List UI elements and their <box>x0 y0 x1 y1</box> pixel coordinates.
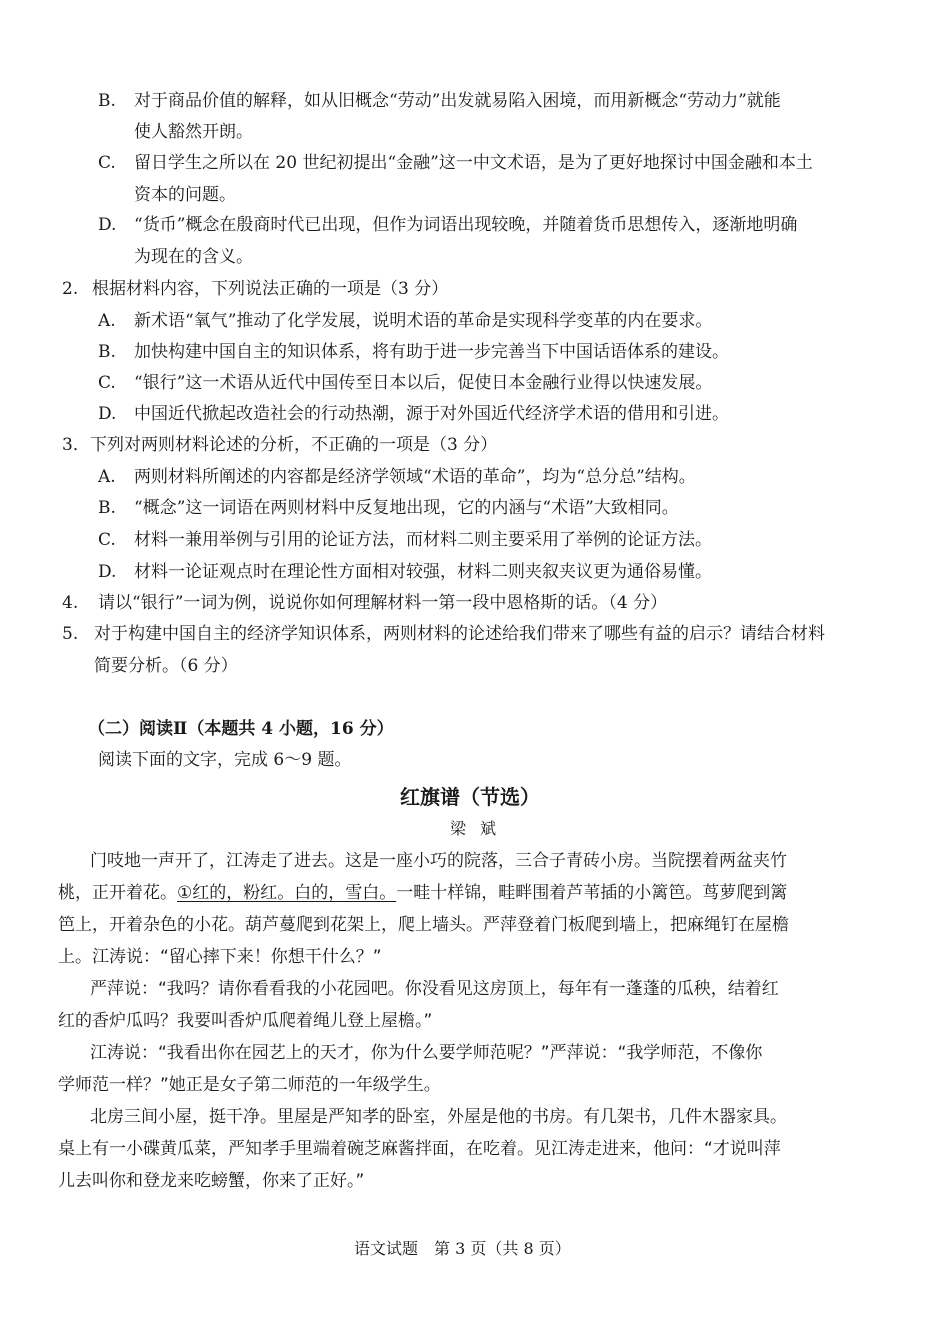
q5-line2: 简要分析。（6 分） <box>94 656 238 676</box>
story-p4-line2: 桌上有一小碟黄瓜菜，严知孝手里端着碗芝麻酱拌面，在吃着。见江涛走进来，他问：“才说叫萍 <box>58 1139 781 1159</box>
q5-number: 5. <box>62 624 79 644</box>
q3-option-d: 材料一论证观点时在理论性方面相对较强，材料二则夹叙夹议更为通俗易懂。 <box>134 562 712 582</box>
story-p2-line1: 严萍说：“我吗？请你看看我的小花园吧。你没看见这房顶上，每年有一蓬蓬的瓜秧，结着红 <box>90 979 779 999</box>
q1-option-c-line1: 留日学生之所以在 20 世纪初提出“金融”这一中文术语，是为了更好地探讨中国金融和本土 <box>134 153 813 173</box>
q1-option-c-line2: 资本的问题。 <box>134 185 236 205</box>
q1-option-b-line1: 对于商品价值的解释，如从旧概念“劳动”出发就易陷入困境，而用新概念“劳动力”就能 <box>134 91 781 111</box>
q2-option-d: 中国近代掀起改造社会的行动热潮，源于对外国近代经济学术语的借用和引进。 <box>134 404 729 424</box>
q1-option-b-line2: 使人豁然开朗。 <box>134 122 253 142</box>
page-footer: 语文试题 第 3 页（共 8 页） <box>354 1239 571 1258</box>
q4-text: 请以“银行”一词为例，说说你如何理解材料一第一段中恩格斯的话。（4 分） <box>98 593 668 613</box>
q4-number: 4. <box>62 593 79 613</box>
story-p4-line3: 儿去叫你和登龙来吃螃蟹，你来了正好。” <box>58 1171 365 1191</box>
story-p4-line1: 北房三间小屋，挺干净。里屋是严知孝的卧室，外屋是他的书房。有几架书，几件木器家具。 <box>90 1107 787 1127</box>
story-p1-line2-pre: 桃，正开着花。 <box>58 883 177 903</box>
story-p3-line1: 江涛说：“我看出你在园艺上的天才，你为什么要学师范呢？”严萍说：“我学师范，不像你 <box>90 1043 763 1063</box>
q1-option-d-line1: “货币”概念在殷商时代已出现，但作为词语出现较晚，并随着货币思想传入，逐渐地明确 <box>134 215 798 235</box>
story-p2-line2: 红的香炉瓜吗？我要叫香炉瓜爬着绳儿登上屋檐。” <box>58 1011 433 1031</box>
story-p1-line2-post: 一畦十样锦，畦畔围着芦苇插的小篱笆。茑萝爬到篱 <box>396 883 788 903</box>
q3-option-b: “概念”这一词语在两则材料中反复地出现，它的内涵与“术语”大致相同。 <box>134 498 679 518</box>
story-p1-line3: 笆上，开着杂色的小花。葫芦蔓爬到花架上，爬上墙头。严萍登着门板爬到墙上，把麻绳钉在屋檐 <box>58 915 789 935</box>
story-p3-line2: 学师范一样？”她正是女子第二师范的一年级学生。 <box>58 1075 441 1095</box>
q2-option-c-letter: C. <box>98 373 116 393</box>
q3-option-c: 材料一兼用举例与引用的论证方法，而材料二则主要采用了举例的论证方法。 <box>134 530 712 550</box>
story-p1-line1: 门吱地一声开了，江涛走了进去。这是一座小巧的院落，三合子青砖小房。当院摆着两盆夹竹 <box>90 851 787 871</box>
q3-option-c-letter: C. <box>98 530 116 550</box>
q1-option-c-letter: C. <box>98 153 116 173</box>
q5-line1: 对于构建中国自主的经济学知识体系，两则材料的论述给我们带来了哪些有益的启示？请结合材料 <box>94 624 825 644</box>
q1-option-d-letter: D. <box>98 215 117 235</box>
q2-option-b: 加快构建中国自主的知识体系，将有助于进一步完善当下中国话语体系的建设。 <box>134 342 729 362</box>
section-instruction: 阅读下面的文字，完成 6～9 题。 <box>98 750 352 770</box>
q2-stem: 根据材料内容，下列说法正确的一项是（3 分） <box>92 279 449 299</box>
q1-option-d-line2: 为现在的含义。 <box>134 247 253 267</box>
q2-option-c: “银行”这一术语从近代中国传至日本以后，促使日本金融行业得以快速发展。 <box>134 373 713 393</box>
q2-option-d-letter: D. <box>98 404 117 424</box>
q3-option-a-letter: A. <box>98 467 116 487</box>
q3-number: 3． <box>62 435 90 455</box>
section-heading: （二）阅读Ⅱ（本题共 4 小题，16 分） <box>88 719 394 739</box>
q3-option-a: 两则材料所阐述的内容都是经济学领域“术语的革命”，均为“总分总”结构。 <box>134 467 696 487</box>
q3-option-b-letter: B. <box>98 498 116 518</box>
story-p1-line2 <box>58 882 787 904</box>
q2-number: 2. <box>62 279 79 299</box>
q1-option-b-letter: B. <box>98 91 116 111</box>
q3-stem: 下列对两则材料论述的分析，不正确的一项是（3 分） <box>90 435 498 455</box>
marked-sentence-1: ①红的，粉红。白的，雪白。 <box>177 883 397 903</box>
story-title: 红旗谱（节选） <box>400 785 540 809</box>
q2-option-a: 新术语“氧气”推动了化学发展，说明术语的革命是实现科学变革的内在要求。 <box>134 311 713 331</box>
q2-option-a-letter: A. <box>98 311 116 331</box>
story-author: 梁斌 <box>450 819 511 838</box>
q2-option-b-letter: B. <box>98 342 116 362</box>
q3-option-d-letter: D. <box>98 562 117 582</box>
story-p1-line4: 上。江涛说：“留心摔下来！你想干什么？” <box>58 947 382 967</box>
